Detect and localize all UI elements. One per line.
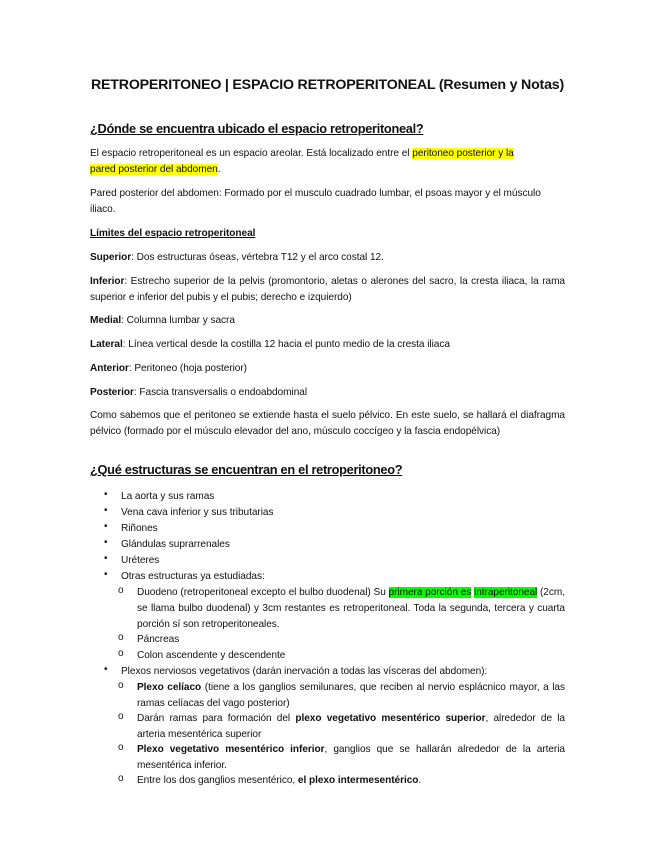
limits-heading: Límites del espacio retroperitoneal xyxy=(90,228,256,239)
list-item-plexo-inferior xyxy=(137,742,565,774)
paragraph-definition xyxy=(90,146,565,178)
limit-text: : Fascia transversalis o endoabdominal xyxy=(133,387,308,398)
limit-label: Posterior xyxy=(90,387,134,398)
bullet-marker: • xyxy=(104,489,108,500)
text: (2cm, se llama bulbo duodenal) y 3cm restantes es retroperitoneal. Toda la segunda, tercera y cuarta porción sí son retroperitoneales. xyxy=(137,587,565,630)
highlight: intraperitoneal xyxy=(474,587,538,598)
limit-anterior xyxy=(90,361,565,377)
bullet-marker: • xyxy=(104,505,108,516)
limit-text: : Línea vertical desde la costilla 12 hacia el punto medio de la cresta iliaca xyxy=(122,339,450,350)
text: Duodeno (retroperitoneal excepto el bulbo duodenal) Su xyxy=(137,587,389,598)
list-item: La aorta y sus ramas xyxy=(121,491,215,502)
limit-label: Inferior xyxy=(90,276,125,287)
section-heading-location: ¿Dónde se encuentra ubicado el espacio retroperitoneal? xyxy=(90,121,424,136)
limit-posterior xyxy=(90,385,565,401)
list-item: Colon ascendente y descendente xyxy=(137,650,286,661)
list-item-plexo-superior xyxy=(137,711,565,743)
text: , ganglios que se hallarán alrededor de la arteria mesentérica inferior. xyxy=(137,744,565,771)
limit-inferior xyxy=(90,274,565,306)
limit-label: Medial xyxy=(90,315,122,326)
text: , alrededor de la arteria mesentérica superior xyxy=(137,713,565,740)
limit-text: : Columna lumbar y sacra xyxy=(121,315,235,326)
limit-label: Lateral xyxy=(90,339,123,350)
text: (tiene a los ganglios semilunares, que reciben al nervio esplácnico mayor, a las ramas celíacas del vago posterior) xyxy=(137,682,565,709)
bullet-marker: • xyxy=(104,569,108,580)
text: . xyxy=(418,775,422,786)
limit-superior xyxy=(90,250,565,266)
text: El espacio retroperitoneal es un espacio areolar. Está localizado entre el xyxy=(90,148,413,159)
bullet-marker: • xyxy=(104,664,108,675)
highlight: pared posterior del abdomen xyxy=(90,164,218,175)
bullet-marker: • xyxy=(104,553,108,564)
text: . xyxy=(217,164,221,175)
paragraph-posterior-wall: Pared posterior del abdomen: Formado por el musculo cuadrado lumbar, el psoas mayor y el músculo iliaco. xyxy=(90,188,541,215)
list-item-plexo-intermesenterico xyxy=(137,773,612,789)
document-title: RETROPERITONEO | ESPACIO RETROPERITONEAL (Resumen y Notas) xyxy=(91,77,564,93)
limit-label: Superior xyxy=(90,252,132,263)
limit-text: : Estrecho superior de la pelvis (promontorio, aletas o alerones del sacro, la cresta iliaca, la rama superior e inferior del pubis y el pubis; derecho e izquierdo) xyxy=(90,276,565,303)
sub-bullet-marker: o xyxy=(118,773,124,784)
list-item: Otras estructuras ya estudiadas: xyxy=(121,571,265,582)
sub-bullet-marker: o xyxy=(118,585,124,596)
limit-text: : Peritoneo (hoja posterior) xyxy=(128,363,247,374)
highlight: peritoneo posterior y la xyxy=(412,148,514,159)
bold-term: el plexo intermesentérico xyxy=(297,775,419,786)
list-item: Páncreas xyxy=(137,634,180,645)
list-item-duodeno xyxy=(137,585,565,633)
sub-bullet-marker: o xyxy=(118,648,124,659)
sub-bullet-marker: o xyxy=(118,742,124,753)
bold-term: plexo vegetativo mesentérico superior xyxy=(295,713,486,724)
list-item: Vena cava inferior y sus tributarias xyxy=(121,507,274,518)
limit-lateral xyxy=(90,337,565,353)
list-item: Uréteres xyxy=(121,555,160,566)
limit-medial xyxy=(90,313,565,329)
bullet-marker: • xyxy=(104,537,108,548)
paragraph-pelvic-floor: Como sabemos que el peritoneo se extiende hasta el suelo pélvico. En este suelo, se hallará el diafragma pélvico (formado por el músculo elevador del ano, músculo coccígeo y la fascia endopélvica) xyxy=(90,410,565,437)
list-item: Riñones xyxy=(121,523,158,534)
highlight: primera porción es xyxy=(388,587,472,598)
limit-label: Anterior xyxy=(90,363,129,374)
bold-term: Plexo celíaco xyxy=(137,682,202,693)
sub-bullet-marker: o xyxy=(118,632,124,643)
text: Darán ramas para formación del xyxy=(137,713,296,724)
bullet-marker: • xyxy=(104,521,108,532)
list-item: Glándulas suprarrenales xyxy=(121,539,230,550)
sub-bullet-marker: o xyxy=(118,711,124,722)
bold-term: Plexo vegetativo mesentérico inferior xyxy=(137,744,325,755)
limit-text: : Dos estructuras óseas, vértebra T12 y el arco costal 12. xyxy=(131,252,384,263)
sub-bullet-marker: o xyxy=(118,680,124,691)
list-item-plexo-celiaco xyxy=(137,680,565,712)
list-item-plexos: Plexos nerviosos vegetativos (darán inervación a todas las vísceras del abdomen): xyxy=(121,666,488,677)
section-heading-structures: ¿Qué estructuras se encuentran en el retroperitoneo? xyxy=(90,462,403,477)
text: Entre los dos ganglios mesentérico, xyxy=(137,775,298,786)
